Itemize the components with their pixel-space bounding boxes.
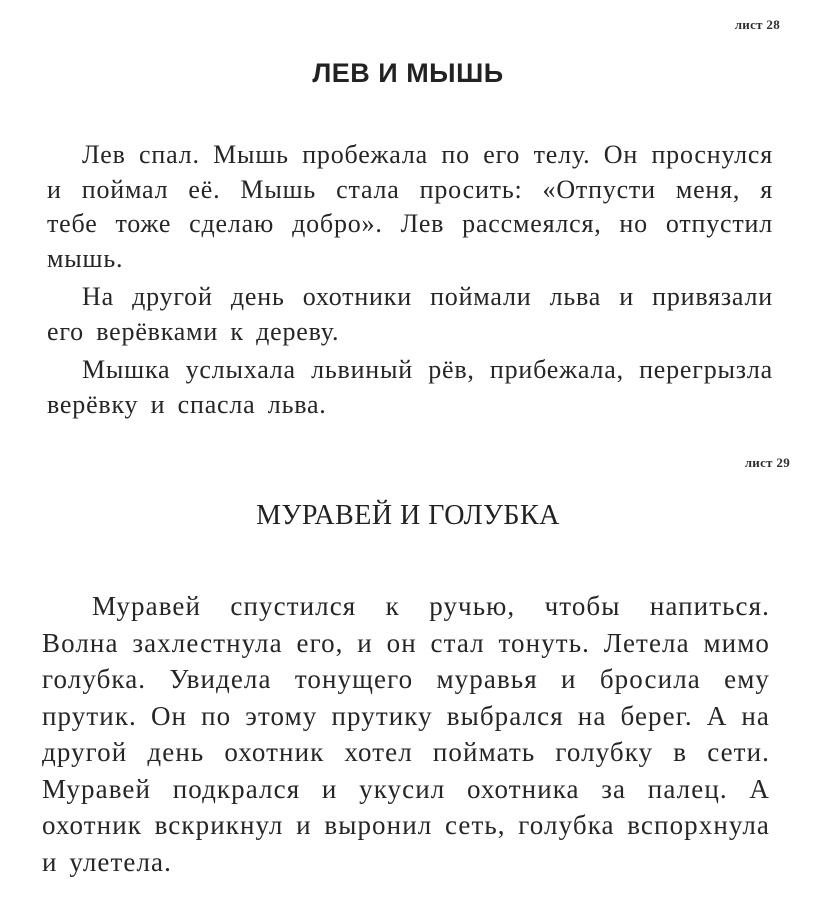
worksheet-29 xyxy=(0,440,816,920)
paragraph: Лев спал. Мышь пробежала по его телу. Он проснулся и поймал её. Мышь стала просить: «Отпусти меня, я тебе тоже сделаю добро». Лев рассмеялся, но отпустил мышь. xyxy=(47,140,773,273)
story-text xyxy=(42,588,770,880)
story-text xyxy=(47,138,773,422)
paragraph: На другой день охотники поймали льва и привязали его верёвками к дереву. xyxy=(47,282,773,346)
sheet-number: лист 28 xyxy=(734,17,780,32)
sheet-number: лист 29 xyxy=(744,455,790,470)
story-title: МУРАВЕЙ И ГОЛУБКА xyxy=(256,500,560,531)
worksheet-28 xyxy=(0,0,816,440)
paragraph: Мышка услыхала львиный рёв, прибежала, перегрызла верёвку и спасла льва. xyxy=(47,355,773,419)
paragraph: Муравей спустился к ручью, чтобы напиться. Волна захлестнула его, и он стал тонуть. Летела мимо голубка. Увидела тонущего муравья и бросила ему прутик. Он по этому прутику выбрался на берег. А на другой день охотник хотел поймать голубку в сети. Муравей подкрался и укусил охотника за палец. А охотник вскрикнул и выронил сеть, голубка вспорхнула и улетела. xyxy=(42,591,770,877)
story-title: ЛЕВ И МЫШЬ xyxy=(312,58,504,88)
